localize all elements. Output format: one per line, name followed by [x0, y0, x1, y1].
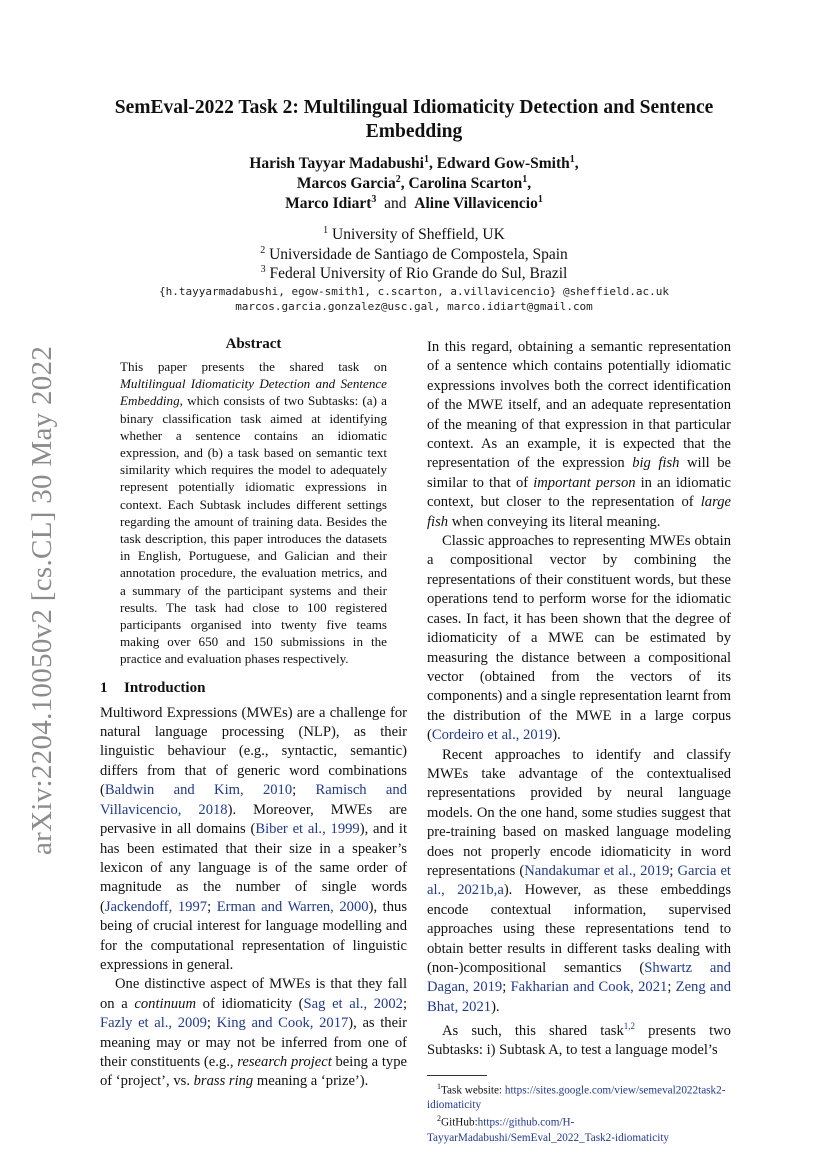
footnote-link[interactable]: https://sites.google.com/view/semeval2022task2-idiomaticity	[427, 1084, 726, 1112]
paragraph-text: In this regard, obtaining a semantic representation of a sentence which contains potentially idiomatic expressions involves both the correct identification of the MWE itself, and an adequate representation of the meaning of that expression in that particular context. As an example, it is expected that the representation of the expression	[427, 339, 731, 472]
author-name: Edward Gow-Smith	[436, 155, 570, 173]
paragraph-text: ).	[491, 998, 500, 1015]
abstract-italic: Multilingual Idiomaticity Detection and Sentence Embedding	[120, 376, 387, 409]
paragraph-text: One distinctive aspect of MWEs is that they fall on a	[100, 976, 407, 1012]
right-paragraph-4	[427, 1017, 731, 1061]
italic-term: research project	[237, 1053, 332, 1070]
affiliation-sup: 1	[323, 225, 329, 236]
paragraph-text: Classic approaches to representing MWEs obtain a compositional vector by combining the representations of their constituent words, but these operations tend to perform worse for the idiomatic cases. In fact, it has been shown that the degree of idiomaticity of a MWE can be estimated by measuring the distance between a compositional vector (obtained from the vectors of its components) and a single representation learnt from the distribution of the MWE in a large corpus (	[427, 533, 731, 744]
footnote-label: GitHub:	[441, 1117, 478, 1130]
right-column	[427, 338, 731, 1145]
paper-title: SemEval-2022 Task 2: Multilingual Idiomaticity Detection and Sentence Embedding	[114, 97, 714, 142]
author-name: Harish Tayyar Madabushi	[249, 155, 424, 173]
footnote-number: 1	[437, 1081, 441, 1091]
author-sep: ,	[400, 175, 409, 193]
footnote-number: 2	[437, 1114, 441, 1124]
footnote-2	[427, 1112, 731, 1145]
right-paragraph-1	[427, 338, 731, 532]
author-affil-sup: 1	[569, 154, 575, 165]
italic-term: large fish	[427, 494, 731, 530]
citation-sep: ;	[667, 979, 676, 996]
footnote-1	[427, 1080, 731, 1113]
italic-term: brass ring	[193, 1073, 254, 1090]
author-sep: ,	[574, 155, 579, 173]
author-sep: ,	[428, 155, 437, 173]
email-line-2: marcos.garcia.gonzalez@usc.gal, marco.idiart@gmail.com	[235, 300, 593, 313]
paragraph-text: ), and it has been estimated that their size in a speaker’s lexicon of any language is of the same order of magnitude as the number of single words (	[100, 821, 407, 915]
paragraph-text: Recent approaches to identify and classify MWEs take advantage of the contextualised representations provided by neural language models. On the one hand, some studies suggest that pre-training based on masked language modeling does not properly encode idiomaticity in word representations (	[427, 746, 731, 879]
author-affil-sup: 3	[371, 194, 377, 205]
citation-link[interactable]: Fazly et al., 2009	[100, 1015, 207, 1032]
paragraph-text: when conveying its literal meaning.	[448, 513, 661, 530]
affiliation-text: Universidade de Santiago de Compostela, Spain	[269, 246, 568, 264]
author-name: Marcos Garcia	[296, 175, 396, 193]
abstract-text: This paper presents the shared task on	[120, 359, 387, 374]
citation-sep: ;	[206, 1015, 217, 1032]
citation-link[interactable]: King and Cook, 2017	[216, 1015, 349, 1032]
italic-term: continuum	[134, 995, 197, 1012]
paragraph-text: As such, this shared task	[442, 1023, 624, 1040]
left-column	[100, 334, 407, 1092]
abstract-text: , which consists of two Subtasks: (a) a binary classification task aimed at identifying whether a sentence contains an idiomatic expression, and (b) a task based on semantic text similarity which requires the model to adequately represent potentially idiomatic expressions in context. Each Subtask includes different settings regarding the amount of training data. Besides the task description, this paper introduces the datasets in English, Portuguese, and Galician and their annotation procedure, the evaluation metrics, and a summary of the participant systems and their results. The task had close to 100 registered participants organised into twenty five teams making over 650 and 150 submissions in the practice and evaluation phases respectively.	[120, 393, 387, 667]
author-name: Marco Idiart	[285, 195, 372, 213]
intro-paragraph-2	[100, 975, 407, 1091]
affiliation-3	[100, 260, 728, 284]
affiliation-text: Federal University of Rio Grande do Sul, Brazil	[269, 265, 568, 283]
paragraph-text: Multiword Expressions (MWEs) are a challenge for natural language processing (NLP), as their linguistic behaviour (e.g., syntactic, semantic) differs from that of generic word combinations (	[100, 704, 407, 799]
citation-link[interactable]: Fakharian and Cook, 2021	[510, 979, 668, 996]
citation-sep: ;	[402, 995, 407, 1012]
paragraph-text: meaning a ‘prize’).	[253, 1073, 369, 1090]
citation-link[interactable]: Zeng and Bhat, 2021	[427, 979, 731, 1015]
footnote-label: Task website:	[441, 1084, 505, 1097]
footnote-divider	[427, 1075, 487, 1076]
footnote-ref[interactable]: 1,2	[623, 1021, 636, 1032]
paragraph-text: of idiomaticity (	[196, 995, 304, 1012]
citation-link[interactable]: Ramisch and Villavicencio, 2018	[100, 782, 407, 818]
citation-sep: ;	[292, 782, 316, 799]
paragraph-text: in an idiomatic context, but closer to the representation of	[427, 474, 731, 511]
abstract-body	[120, 358, 387, 668]
paragraph-text: being a type of ‘project’, vs.	[100, 1053, 407, 1090]
email-line-1: {h.tayyarmadabushi, egow-smith1, c.scarton, a.villavicencio} @sheffield.ac.uk	[159, 285, 669, 298]
affiliation-sup: 2	[260, 245, 266, 256]
author-name: Aline Villavicencio	[414, 195, 538, 213]
citation-link[interactable]: Sag et al., 2002	[303, 995, 403, 1012]
right-paragraph-2	[427, 532, 731, 745]
author-affil-sup: 1	[423, 154, 429, 165]
citation-link[interactable]: Shwartz and Dagan, 2019	[427, 960, 731, 996]
author-affil-sup: 1	[537, 194, 543, 205]
paragraph-text: ).	[552, 727, 561, 744]
citation-sep: ;	[669, 862, 678, 879]
section-number: 1	[100, 679, 108, 696]
citation-link[interactable]: Garcia et al., 2021b,a	[427, 862, 731, 899]
footnote-link[interactable]: https://github.com/H-TayyarMadabushi/SemEval_2022_Task2-idiomaticity	[427, 1117, 670, 1144]
right-paragraph-3	[427, 746, 731, 1018]
author-line-3	[100, 190, 728, 214]
section-title: Introduction	[124, 679, 206, 696]
citation-sep: ;	[502, 979, 511, 996]
intro-paragraph-1	[100, 704, 407, 976]
paragraph-text: will be similar to that of	[427, 455, 731, 491]
italic-term: big fish	[632, 455, 680, 472]
abstract-heading: Abstract	[225, 336, 282, 352]
affiliation-text: University of Sheffield, UK	[332, 226, 505, 244]
affiliation-sup: 3	[260, 264, 266, 275]
italic-term: important person	[533, 474, 636, 491]
paragraph-text: ). Moreover, MWEs are pervasive in all domains (	[100, 801, 407, 838]
citation-link[interactable]: Baldwin and Kim, 2010	[104, 782, 293, 799]
author-and: and	[384, 195, 407, 213]
author-affil-sup: 2	[395, 174, 401, 185]
citation-link[interactable]: Erman and Warren, 2000	[216, 898, 369, 915]
arxiv-side-stamp: arXiv:2204.10050v2 [cs.CL] 30 May 2022	[26, 345, 58, 855]
paragraph-text: ), thus being of crucial interest for language modelling and for the computational representation of linguistic expressions in general.	[100, 898, 407, 973]
citation-link[interactable]: Jackendoff, 1997	[104, 898, 208, 915]
paragraph-text: ). However, as these embeddings encode contextual information, supervised approaches using these representations tend to obtain better results in different tasks dealing with (non-)compositional semantics (	[427, 882, 731, 976]
section-heading	[100, 678, 407, 698]
citation-link[interactable]: Nandakumar et al., 2019	[524, 862, 670, 879]
author-sep: ,	[527, 175, 532, 193]
author-affil-sup: 1	[522, 174, 528, 185]
paragraph-text: ), as their meaning may or may not be inferred from one of their constituents (e.g.,	[100, 1015, 407, 1070]
citation-link[interactable]: Cordeiro et al., 2019	[431, 727, 553, 744]
citation-link[interactable]: Biber et al., 1999	[255, 821, 360, 838]
citation-sep: ;	[207, 898, 217, 915]
author-name: Carolina Scarton	[408, 175, 523, 193]
paragraph-text: presents two Subtasks: i) Subtask A, to test a language model’s	[427, 1023, 731, 1059]
